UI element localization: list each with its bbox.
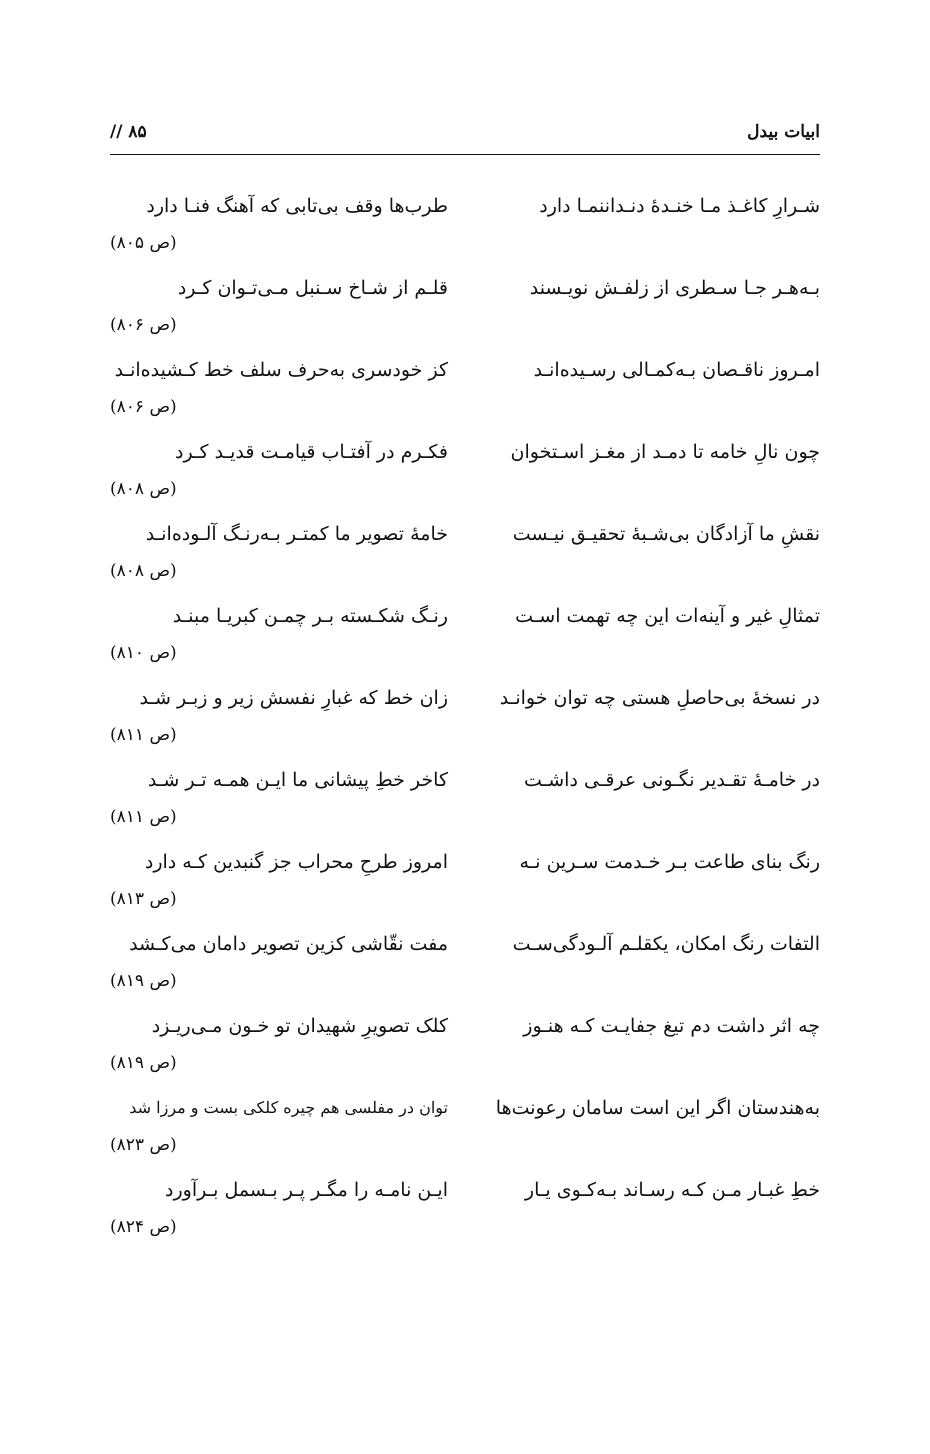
first-hemistich: در نسخهٔ بی‌حاصلِ هستی چه توان خوانـد — [499, 687, 820, 709]
couplet — [110, 596, 820, 678]
couplet — [110, 1170, 820, 1252]
first-hemistich: چون نالِ خامه تا دمـد از مغـز اسـتخوان — [510, 441, 820, 463]
couplet — [110, 350, 820, 432]
page-reference: (ص ۸۱۰) — [110, 643, 177, 663]
first-hemistich: امـروز ناقـصان بـه‌کمـالی رسـیده‌انـد — [533, 359, 820, 381]
second-hemistich: ایـن نامـه را مگـر پـر بـسمل بـرآورد — [165, 1179, 448, 1201]
couplet — [110, 268, 820, 350]
first-hemistich: رنگ بنای طاعت بـر خـدمت سـرین نـه — [519, 851, 820, 873]
page-reference: (ص ۸۱۳) — [110, 889, 177, 909]
couplet — [110, 760, 820, 842]
couplet — [110, 186, 820, 268]
page-reference: (ص ۸۱۱) — [110, 725, 177, 745]
page-reference: (ص ۸۰۸) — [110, 561, 177, 581]
second-hemistich: طرب‌ها وقف بی‌تابی که آهنگ فنـا دارد — [146, 195, 448, 217]
page-reference: (ص ۸۲۳) — [110, 1135, 177, 1155]
couplet — [110, 678, 820, 760]
first-hemistich: نقشِ ما آزادگان بی‌شـبهٔ تحقیـق نیـست — [512, 523, 820, 545]
second-hemistich: مفت نقّاشی کزین تصویر دامان می‌کـشد — [129, 933, 448, 955]
first-hemistich: تمثالِ غیر و آینه‌ات این چه تهمت اسـت — [515, 605, 820, 627]
couplet — [110, 514, 820, 596]
second-hemistich: فکـرم در آفتـاب قیامـت قدیـد کـرد — [174, 441, 448, 463]
page-reference: (ص ۸۰۶) — [110, 397, 177, 417]
second-hemistich: کلک تصویرِ شهیدان تو خـون مـی‌ریـزد — [151, 1015, 448, 1037]
page-reference: (ص ۸۰۸) — [110, 479, 177, 499]
couplet — [110, 924, 820, 1006]
header-title: ابیات بیدل — [747, 122, 820, 142]
first-hemistich: خطِ غبـار مـن کـه رسـاند بـه‌کـوی یـار — [524, 1179, 820, 1201]
second-hemistich: زان خط که غبارِ نفسش زیر و زبـر شـد — [139, 687, 448, 709]
header-divider — [110, 154, 820, 155]
couplet — [110, 432, 820, 514]
second-hemistich: کز خودسری به‌حرف سلف خط کـشیده‌انـد — [114, 359, 448, 381]
page-reference: (ص ۸۱۹) — [110, 1053, 177, 1073]
couplet — [110, 1006, 820, 1088]
second-hemistich: کاخر خطِ پیشانی ما ایـن همـه تـر شـد — [147, 769, 448, 791]
second-hemistich: قلـم از شـاخ سـنبل مـی‌تـوان کـرد — [177, 277, 448, 299]
second-hemistich: رنـگ شکـسته بـر چمـن کبریـا مبنـد — [172, 605, 448, 627]
couplet — [110, 1088, 820, 1170]
verse-list — [110, 186, 820, 1252]
first-hemistich: شـرارِ کاغـذ مـا خنـدهٔ دنـداننمـا دارد — [539, 195, 820, 217]
first-hemistich: چه اثر داشت دم تیغ جفایـت کـه هنـوز — [523, 1015, 820, 1037]
second-hemistich: توان در مفلسی هم چیره کلکی بست و مرزا شد — [129, 1098, 448, 1117]
page-reference: (ص ۸۱۱) — [110, 807, 177, 827]
first-hemistich: در خامـهٔ تقـدیر نگـونی عرقـی داشـت — [524, 769, 820, 791]
first-hemistich: به‌هندستان اگر این است سامان رعونت‌ها — [495, 1097, 820, 1119]
header-page-number: // ۸۵ — [110, 122, 147, 142]
running-header — [110, 118, 820, 158]
first-hemistich: بـه‌هـر جـا سـطری از زلفـش نویـسند — [529, 277, 820, 299]
second-hemistich: خامهٔ تصویر ما کمتـر بـه‌رنـگ آلـوده‌انـد — [145, 523, 448, 545]
page-reference: (ص ۸۱۹) — [110, 971, 177, 991]
page-reference: (ص ۸۰۶) — [110, 315, 177, 335]
first-hemistich: التفات رنگ امکان، یکقلـم آلـودگی‌سـت — [512, 933, 820, 955]
couplet — [110, 842, 820, 924]
page-reference: (ص ۸۲۴) — [110, 1217, 177, 1237]
page-reference: (ص ۸۰۵) — [110, 233, 177, 253]
second-hemistich: امروز طرحِ محراب جز گنبدین کـه دارد — [144, 851, 448, 873]
